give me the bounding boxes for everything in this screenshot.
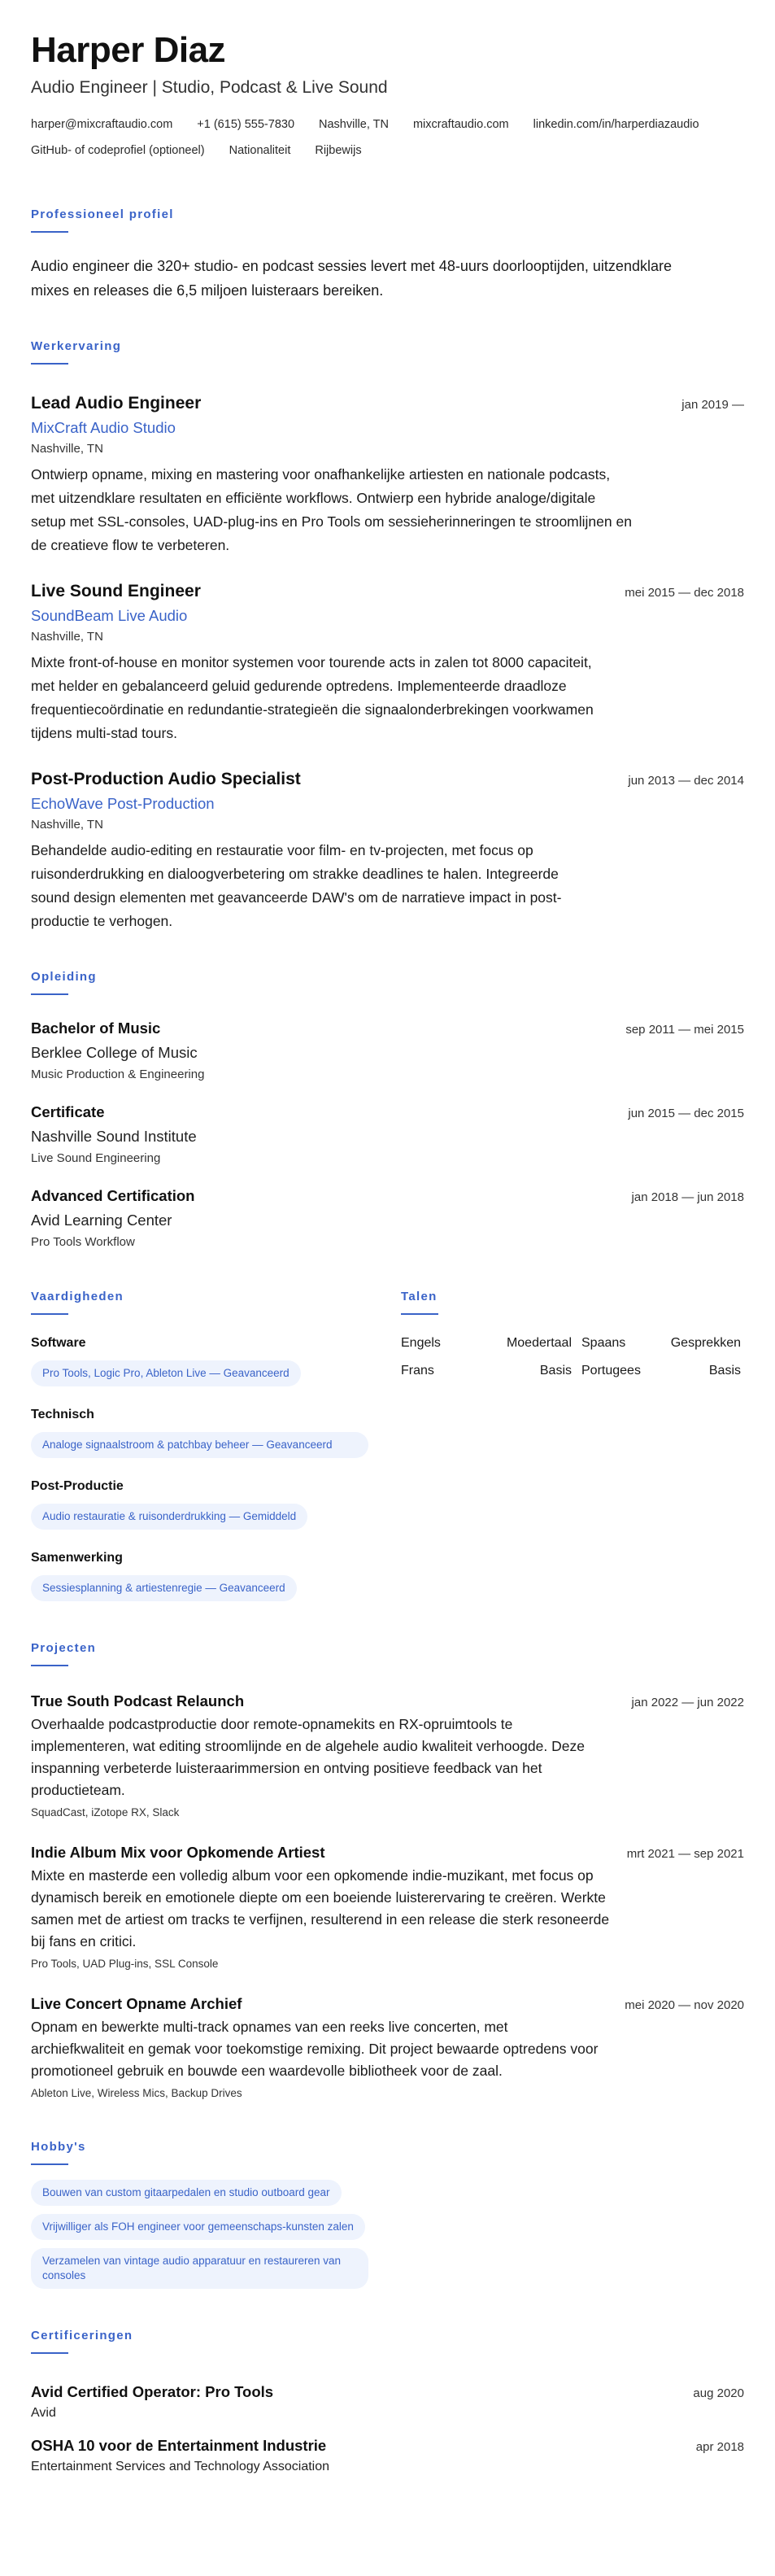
project-tech: SquadCast, iZotope RX, Slack (31, 1806, 180, 1818)
job-company: MixCraft Audio Studio (31, 419, 176, 436)
section-divider (31, 2163, 68, 2165)
hobby-pill: Verzamelen van vintage audio apparatuur en restaureren van consoles (31, 2248, 368, 2289)
language-name: Engels (401, 1336, 441, 1350)
candidate-name: Harper Diaz (31, 30, 226, 70)
section-divider (31, 2352, 68, 2354)
education-field: Pro Tools Workflow (31, 1235, 135, 1249)
education-degree: Certificate (31, 1103, 105, 1120)
education-school: Berklee College of Music (31, 1044, 198, 1061)
contact-email[interactable]: harper@mixcraftaudio.com (31, 118, 173, 131)
job-role: Post-Production Audio Specialist (31, 770, 301, 788)
section-divider (31, 363, 68, 365)
skill-pill: Audio restauratie & ruisonderdrukking — Gemiddeld (31, 1504, 307, 1530)
job-role: Lead Audio Engineer (31, 394, 202, 413)
education-entry (31, 1185, 744, 1251)
skill-category: Software (31, 1336, 86, 1350)
project-name: Live Concert Opname Archief (31, 1995, 242, 2012)
section-divider (31, 231, 68, 233)
language-level: Moedertaal (506, 1336, 572, 1350)
project-description: Opnam en bewerkte multi-track opnames van een reeks live concerten, met archiefkwaliteit en gemak voor toekomstige remixing. Dit project bewaarde optredens voor promotioneel gebruik en bouwde een waardevolle bibliotheek voor de zaal. (31, 2019, 599, 2079)
project-description: Mixte en masterde een volledig album voor een opkomende indie-muzikant, met focus op dynamisch bereik en emotionele diepte om een boeiende luisterervaring te creëren. Werkte samen met de artiest om tracks te verfijnen, resulterend in een release die sterk resoneerde bij fans en critici. (31, 1867, 610, 1949)
job-location: Nashville, TN (31, 442, 103, 456)
education-entry (31, 1018, 744, 1084)
job-dates: jan 2019 — (681, 398, 744, 412)
profile-section (31, 207, 744, 303)
job-dates: jun 2013 — dec 2014 (628, 774, 744, 788)
profile-summary: Audio engineer die 320+ studio- en podcast sessies levert met 48-uurs doorlooptijden, uitzendklare mixes en releases die 6,5 miljoen luisteraars bereiken. (31, 258, 672, 299)
contact-phone[interactable]: +1 (615) 555-7830 (197, 118, 295, 131)
project-dates: mei 2020 — nov 2020 (625, 1998, 744, 2012)
certification-date: aug 2020 (693, 2386, 744, 2400)
project-name: Indie Album Mix voor Opkomende Artiest (31, 1844, 325, 1861)
education-dates: jan 2018 — jun 2018 (631, 1190, 744, 1204)
contact-website[interactable]: mixcraftaudio.com (412, 118, 509, 131)
education-dates: sep 2011 — mei 2015 (625, 1023, 744, 1037)
skill-category: Technisch (31, 1408, 94, 1421)
project-tech: Pro Tools, UAD Plug-ins, SSL Console (31, 1958, 219, 1970)
project-entry (31, 1993, 744, 2102)
job-role: Live Sound Engineer (31, 582, 201, 600)
job-description: Ontwierp opname, mixing en mastering voor onafhankelijke artiesten en nationale podcasts, met uitzendklare resultaten en efficiënte workflows. Ontwierp een hybride analoge/digitale setup met SSL-consoles, UAD-plug-ins en Pro Tools om sessieherinneringen te stroomlijnen en de creatieve flow te verbeteren. (31, 466, 632, 553)
certification-entry (31, 2382, 744, 2422)
project-dates: mrt 2021 — sep 2021 (626, 1847, 744, 1861)
candidate-headline: Audio Engineer | Studio, Podcast & Live Sound (31, 78, 388, 97)
education-school: Avid Learning Center (31, 1212, 172, 1229)
profile-heading: Professioneel profiel (31, 207, 174, 221)
language-name: Portugees (581, 1364, 641, 1378)
job-entry (31, 768, 744, 933)
contact-github[interactable]: GitHub- of codeprofiel (optioneel) (31, 144, 205, 157)
project-entry (31, 1691, 744, 1821)
skill-category: Samenwerking (31, 1551, 123, 1565)
job-dates: mei 2015 — dec 2018 (625, 586, 744, 600)
contact-linkedin[interactable]: linkedin.com/in/harperdiazaudio (533, 118, 699, 131)
skill-pill: Pro Tools, Logic Pro, Ableton Live — Geavanceerd (31, 1360, 301, 1386)
skill-pill: Analoge signaalstroom & patchbay beheer — Geavanceerd (31, 1432, 368, 1458)
contact-list (31, 116, 763, 159)
language-level: Basis (708, 1364, 741, 1378)
languages-heading: Talen (401, 1290, 438, 1303)
languages-section (401, 1289, 742, 1601)
hobby-pill: Bouwen van custom gitaarpedalen en studio outboard gear (31, 2180, 342, 2206)
section-divider (31, 1313, 68, 1315)
project-dates: jan 2022 — jun 2022 (631, 1696, 744, 1709)
projects-heading: Projecten (31, 1641, 97, 1655)
education-school: Nashville Sound Institute (31, 1128, 197, 1145)
language-name: Spaans (581, 1336, 626, 1350)
education-section (31, 969, 744, 1251)
language-level: Basis (539, 1364, 572, 1378)
certification-issuer: Entertainment Services and Technology Association (31, 2460, 330, 2473)
project-entry (31, 1842, 744, 1972)
education-dates: jun 2015 — dec 2015 (628, 1107, 744, 1120)
skill-pill: Sessiesplanning & artiestenregie — Geavanceerd (31, 1575, 297, 1601)
education-degree: Advanced Certification (31, 1187, 195, 1204)
project-name: True South Podcast Relaunch (31, 1692, 245, 1709)
skills-section (31, 1289, 401, 1601)
job-company: EchoWave Post-Production (31, 795, 215, 812)
project-tech: Ableton Live, Wireless Mics, Backup Drives (31, 2087, 242, 2099)
section-divider (31, 993, 68, 995)
certifications-section (31, 2328, 744, 2476)
education-entry (31, 1102, 744, 1168)
experience-section (31, 338, 744, 933)
language-level: Gesprekken (670, 1336, 741, 1350)
hobby-pill: Vrijwilliger als FOH engineer voor gemeenschaps-kunsten zalen (31, 2214, 365, 2240)
certifications-heading: Certificeringen (31, 2329, 133, 2342)
hobby-list (31, 2180, 744, 2289)
resume-header (31, 29, 744, 159)
skills-heading: Vaardigheden (31, 1290, 124, 1303)
project-description: Overhaalde podcastproductie door remote-opnamekits en RX-opruimtools te implementeren, wat editing stroomlijnde en de algehele audio kwaliteit verhoogde. Deze inspanning verbeterde luisteraarimmersion en ontving positieve feedback van het productieteam. (31, 1716, 585, 1798)
job-location: Nashville, TN (31, 818, 103, 832)
section-divider (401, 1313, 438, 1315)
experience-heading: Werkervaring (31, 339, 122, 353)
contact-location: Nashville, TN (319, 118, 389, 131)
projects-section (31, 1640, 744, 2102)
certification-issuer: Avid (31, 2406, 56, 2420)
section-divider (31, 1665, 68, 1666)
job-entry (31, 392, 744, 557)
hobbies-section (31, 2139, 744, 2289)
skill-category: Post-Productie (31, 1479, 124, 1493)
certification-date: apr 2018 (695, 2440, 744, 2454)
certification-name: Avid Certified Operator: Pro Tools (31, 2383, 274, 2400)
job-description: Mixte front-of-house en monitor systemen voor tourende acts in zalen tot 8000 capaciteit, met helder en gebalanceerd geluid gedurende optredens. Implementeerde draadloze frequentiecoördinatie en redundantie-strategieën die signaalonderbrekingen voorkwamen tijdens multi-stad tours. (31, 654, 594, 741)
job-entry (31, 580, 744, 745)
contact-drivers-license: Rijbewijs (315, 144, 362, 157)
job-location: Nashville, TN (31, 630, 103, 644)
job-description: Behandelde audio-editing en restauratie voor film- en tv-projecten, met focus op ruisonderdrukking en dialoogverbetering om strakke deadlines te halen. Integreerde sound design elementen met geavanceerde DAW's om de narratieve impact in post-productie te verhogen. (31, 842, 562, 929)
language-name: Frans (401, 1364, 434, 1378)
skills-languages-row (31, 1289, 744, 1601)
education-field: Live Sound Engineering (31, 1151, 161, 1165)
hobbies-heading: Hobby's (31, 2140, 86, 2154)
education-degree: Bachelor of Music (31, 1019, 161, 1037)
job-company: SoundBeam Live Audio (31, 607, 188, 624)
education-field: Music Production & Engineering (31, 1068, 205, 1081)
certification-name: OSHA 10 voor de Entertainment Industrie (31, 2437, 327, 2454)
languages-list (401, 1336, 742, 1378)
contact-nationality: Nationaliteit (229, 144, 291, 157)
education-heading: Opleiding (31, 970, 97, 984)
certification-entry (31, 2435, 744, 2476)
